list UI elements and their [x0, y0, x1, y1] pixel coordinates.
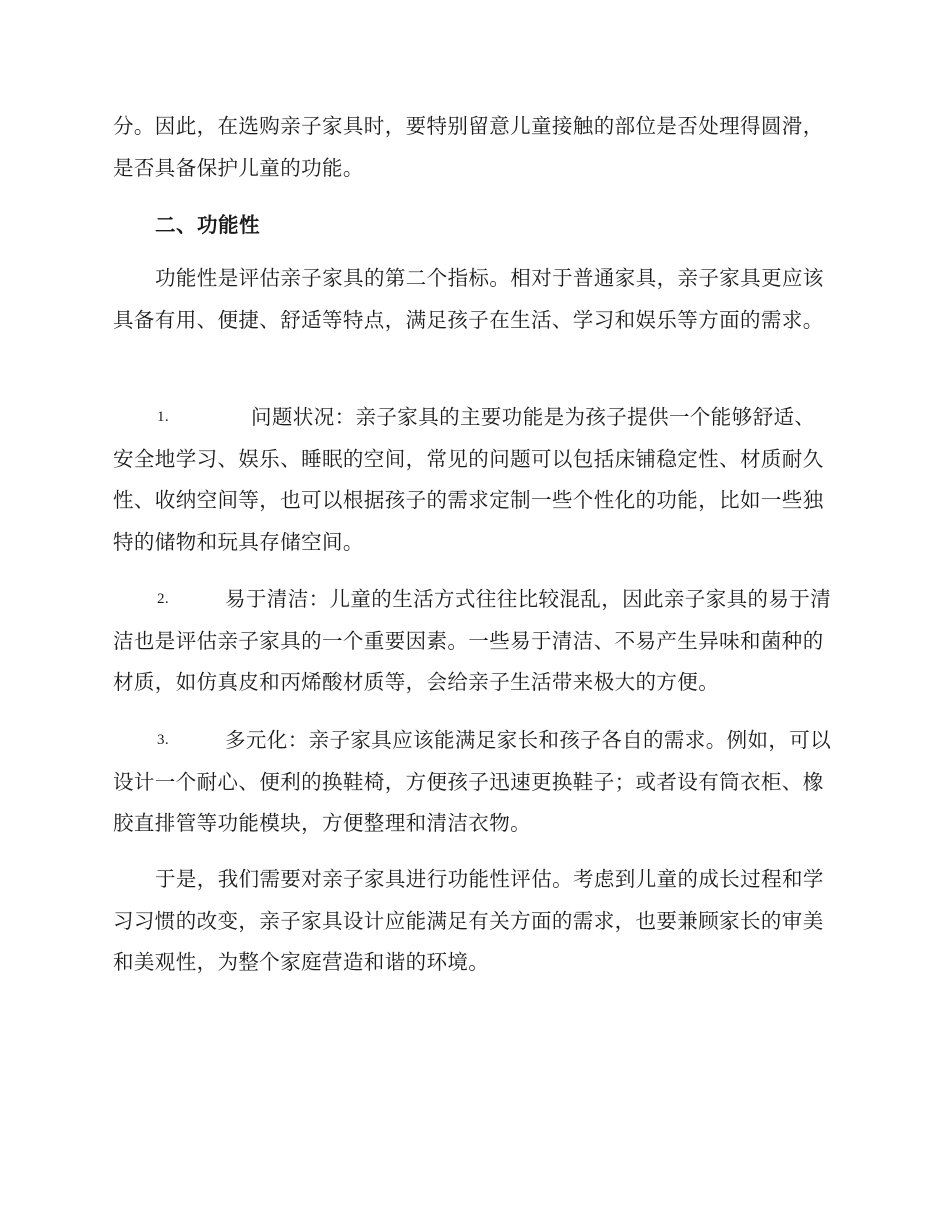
section-heading: 二、功能性 — [155, 213, 260, 237]
conclusion-paragraph: 于是，我们需要对亲子家具进行功能性评估。考虑到儿童的成长过程和学习习惯的改变，亲子家具设计应能满足有关方面的需求，也要兼顾家长的审美和美观性，为整个家庭营造和谐的环境。 — [113, 867, 824, 974]
conclusion-block — [113, 859, 833, 984]
list-item-text: 易于清洁：儿童的生活方式往往比较混乱，因此亲子家具的易于清洁也是评估亲子家具的一个重要因素。一些易于清洁、不易产生异味和菌种的材质，如仿真皮和丙烯酸材质等，会给亲子生活带来极大的方便。 — [113, 587, 832, 694]
list-item-2-block — [113, 579, 833, 704]
section-intro-block — [113, 258, 833, 341]
intro-continuation-block — [113, 106, 833, 189]
section-intro-paragraph: 功能性是评估亲子家具的第二个指标。相对于普通家具，亲子家具更应该具备有用、便捷、舒适等特点，满足孩子在生活、学习和娱乐等方面的需求。 — [113, 266, 824, 332]
intro-continuation-paragraph: 分。因此，在选购亲子家具时，要特别留意儿童接触的部位是否处理得圆滑，是否具备保护儿童的功能。 — [113, 114, 824, 180]
list-item-1-block — [113, 397, 833, 563]
list-item-number: 2. — [157, 591, 170, 607]
list-item-text: 多元化：亲子家具应该能满足家长和孩子各自的需求。例如，可以设计一个耐心、便利的换鞋椅，方便孩子迅速更换鞋子；或者设有筒衣柜、橡胶直排管等功能模块，方便整理和清洁衣物。 — [113, 728, 832, 835]
list-item-number: 1. — [157, 409, 170, 425]
list-item-text: 问题状况：亲子家具的主要功能是为孩子提供一个能够舒适、安全地学习、娱乐、睡眠的空间，常见的问题可以包括床铺稳定性、材质耐久性、收纳空间等，也可以根据孩子的需求定制一些个性化的功能，比如一些独特的储物和玩具存储空间。 — [113, 405, 824, 554]
list-item-number: 3. — [157, 732, 170, 748]
list-item-3-block — [113, 720, 833, 845]
